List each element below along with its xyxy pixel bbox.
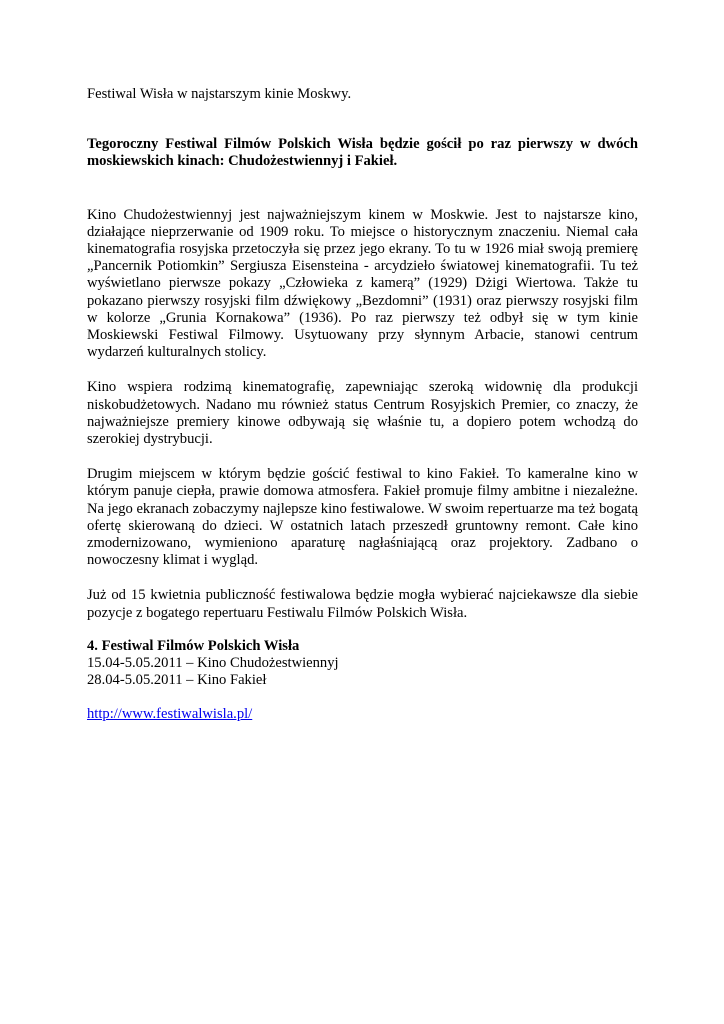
festival-dates-fakiel: 28.04-5.05.2011 – Kino Fakieł [87, 672, 267, 689]
paragraph-chudozestwiennyj-history: Kino Chudożestwiennyj jest najważniejszym kinem w Moskwie. Jest to najstarsze kino, działające nieprzerwanie od 1909 roku. To miejsce o historycznym znaczeniu. Niemal cała kinematografia rosyjska przetoczyła się przez jego ekrany. To tu w 1926 miał swoją premierę „Pancernik Potiomkin” Sergiusza Eisensteina - arcydzieło światowej kinematografii. Tu też wyświetlano pierwsze pokazy „Człowieka z kamerą” (1929) Dżigi Wiertowa. Także tu pokazano pierwszy rosyjski film dźwiękowy „Bezdomni” (1931) oraz pierwszy rosyjski film w kolorze „Grunia Kornakowa” (1936). Po raz pierwszy też odbył się w tym kinie Moskiewski Festiwal Filmowy. Usytuowany przy słynnym Arbacie, stanowi centrum wydarzeń kulturalnych stolicy. [87, 206, 638, 361]
festival-dates-chudozestwiennyj: 15.04-5.05.2011 – Kino Chudożestwiennyj [87, 655, 339, 672]
link-container [87, 706, 638, 723]
festival-info [87, 638, 638, 690]
document-title: Festiwal Wisła w najstarszym kinie Moskwy. [87, 86, 352, 102]
document-page [87, 86, 638, 724]
paragraph-fakiel: Drugim miejscem w którym będzie gościć festiwal to kino Fakieł. To kameralne kino w którym panuje ciepła, prawie domowa atmosfera. Fakieł promuje filmy ambitne i niezależne. Na jego ekranach zobaczymy najlepsze kino festiwalowe. W swoim repertuarze ma też bogatą ofertę skierowaną do dzieci. W ostatnich latach przeszedł gruntowny remont. Całe kino zmodernizowano, wymieniono aparaturę nagłaśniającą oraz projektory. Zadbano o nowoczesny klimat i wygląd. [87, 466, 638, 569]
paragraph-festival-start: Już od 15 kwietnia publiczność festiwalowa będzie mogła wybierać najciekawsze dla siebie pozycje z bogatego repertuaru Festiwalu Filmów Polskich Wisła. [87, 587, 638, 621]
festival-name: 4. Festiwal Filmów Polskich Wisła [87, 637, 300, 654]
festival-website-link[interactable]: http://www.festiwalwisla.pl/ [87, 706, 253, 723]
lead-paragraph: Tegoroczny Festiwal Filmów Polskich Wisła będzie gościł po raz pierwszy w dwóch moskiewskich kinach: Chudożestwiennyj i Fakieł. [87, 136, 638, 170]
paragraph-cinema-support: Kino wspiera rodzimą kinematografię, zapewniając szeroką widownię dla produkcji niskobudżetowych. Nadano mu również status Centrum Rosyjskich Premier, co znaczy, że najważniejsze premiery kinowe odbywają się właśnie tu, a dopiero potem wchodzą do szerokiej dystrybucji. [87, 379, 638, 448]
